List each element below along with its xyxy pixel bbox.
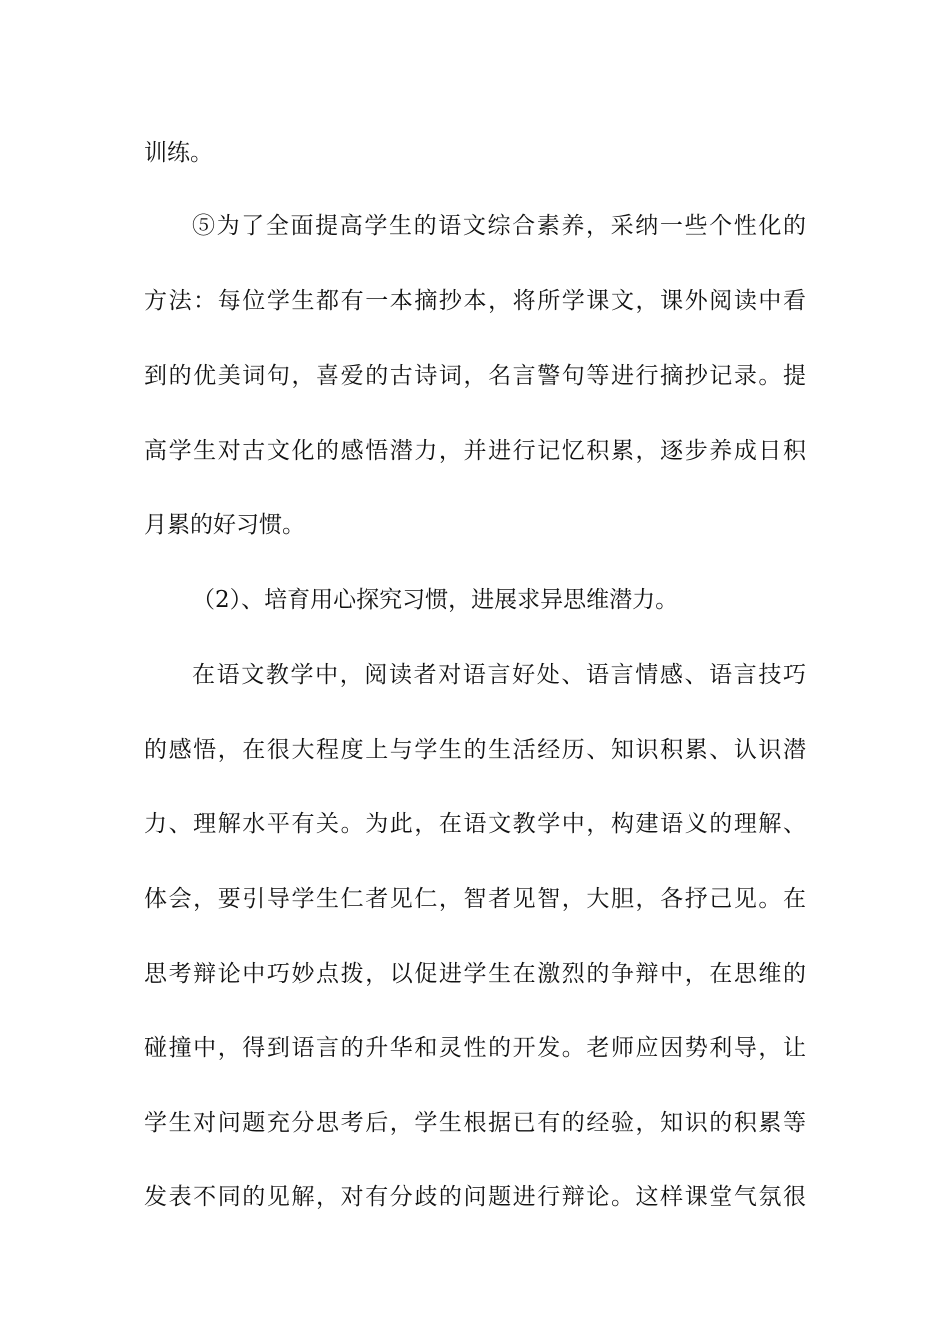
text-line: ⑤为了全面提高学生的语文综合素养，采纳一些个性化的 bbox=[192, 213, 806, 239]
text-line: 学生对问题充分思考后，学生根据已有的经验，知识的积累等 bbox=[144, 1110, 806, 1136]
text-line: 高学生对古文化的感悟潜力，并进行记忆积累，逐步养成日积 bbox=[144, 438, 806, 464]
text-line: 的感悟，在很大程度上与学生的生活经历、知识积累、认识潜 bbox=[144, 737, 806, 763]
text-line: 思考辩论中巧妙点拨，以促进学生在激烈的争辩中，在思维的 bbox=[144, 961, 806, 987]
text-line: 到的优美词句，喜爱的古诗词，名言警句等进行摘抄记录。提 bbox=[144, 363, 806, 389]
text-line: 力、理解水平有关。为此，在语文教学中，构建语义的理解、 bbox=[144, 811, 806, 837]
section-heading: （2）、培育用心探究习惯，进展求异思维潜力。 bbox=[192, 587, 679, 613]
text-line: 在语文教学中，阅读者对语言好处、语言情感、语言技巧 bbox=[192, 662, 806, 688]
text-line: 碰撞中，得到语言的升华和灵性的开发。老师应因势利导，让 bbox=[144, 1035, 806, 1061]
text-line: 体会，要引导学生仁者见仁，智者见智，大胆，各抒己见。在 bbox=[144, 886, 806, 912]
text-line: 方法：每位学生都有一本摘抄本，将所学课文，课外阅读中看 bbox=[144, 288, 806, 314]
text-line: 发表不同的见解，对有分歧的问题进行辩论。这样课堂气氛很 bbox=[144, 1184, 806, 1210]
text-line: 训练。 bbox=[144, 140, 213, 166]
text-line: 月累的好习惯。 bbox=[144, 512, 305, 538]
